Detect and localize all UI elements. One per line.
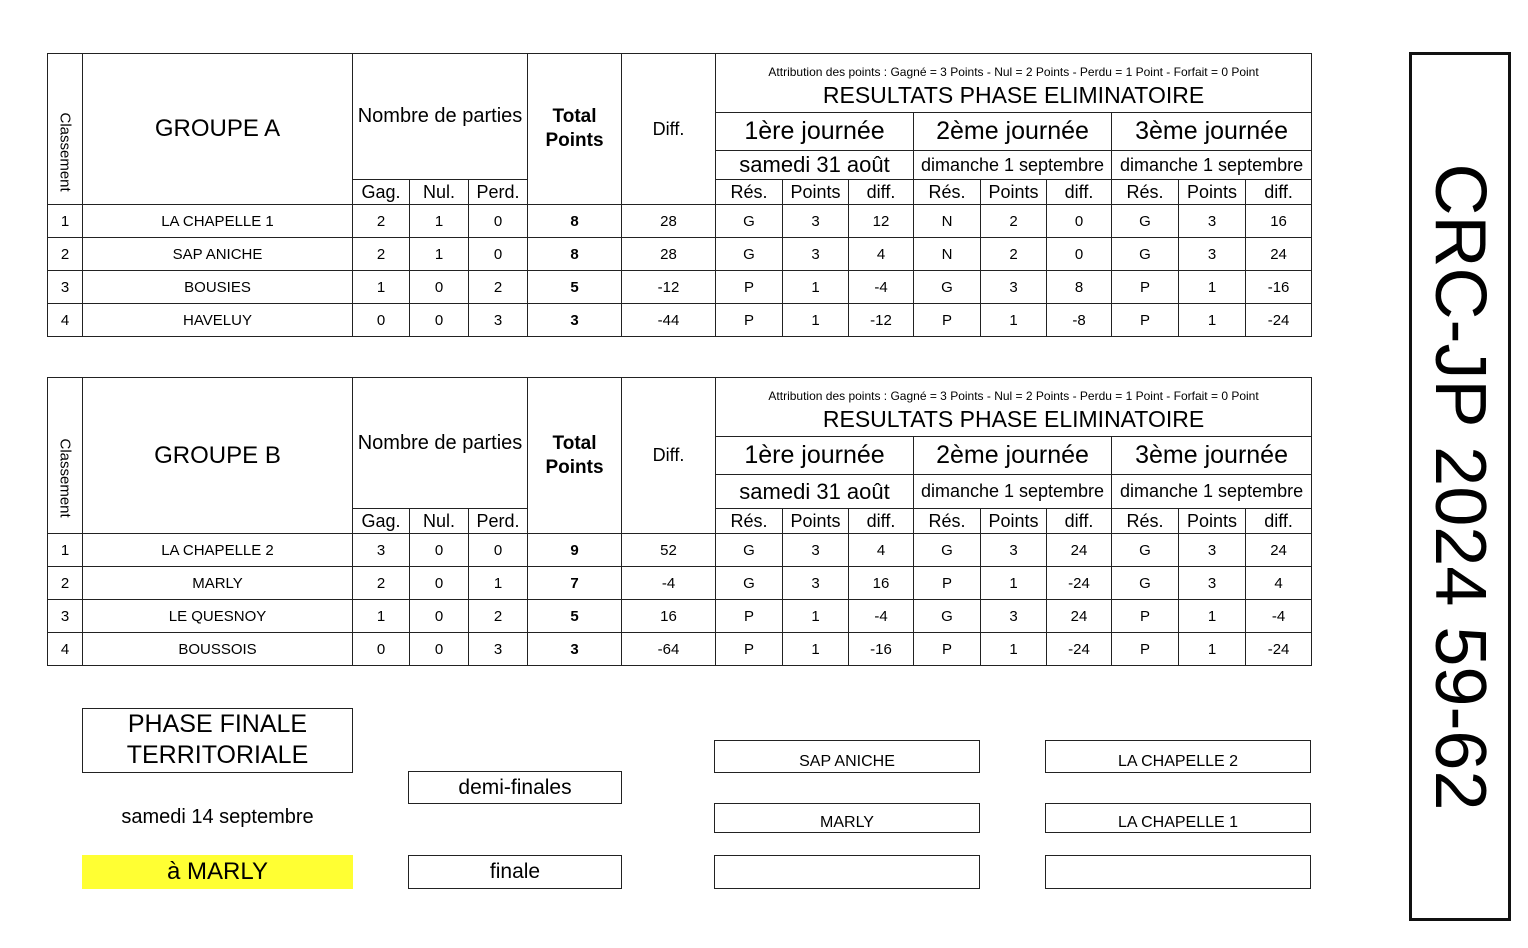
- journee-2-diff-cell: 24: [1047, 600, 1112, 633]
- side-title-box: [1409, 52, 1511, 921]
- nul-header: Nul.: [410, 509, 469, 534]
- journee-2-points-cell: 2: [981, 238, 1047, 271]
- diff-small-header: diff.: [1246, 509, 1312, 534]
- journee-1-diff-cell: -4: [849, 600, 914, 633]
- team-cell: LA CHAPELLE 2: [83, 534, 353, 567]
- journee-1-diff-cell: -16: [849, 633, 914, 666]
- diff-header: Diff.: [622, 54, 716, 205]
- gag-header: Gag.: [353, 180, 410, 205]
- journee-3-points-cell: 1: [1179, 271, 1246, 304]
- res-header: Rés.: [716, 509, 783, 534]
- journee-2-points-cell: 3: [981, 534, 1047, 567]
- nul-cell: 0: [410, 600, 469, 633]
- team-cell: SAP ANICHE: [83, 238, 353, 271]
- journee-1-points-cell: 1: [783, 600, 849, 633]
- nombre-parties-header: Nombre de parties: [353, 54, 528, 180]
- journee-2-result-cell: N: [914, 205, 981, 238]
- perd-header: Perd.: [469, 180, 528, 205]
- rank-cell: 3: [48, 600, 83, 633]
- diff-small-header: diff.: [849, 180, 914, 205]
- rank-cell: 3: [48, 271, 83, 304]
- journee-1-diff-cell: 16: [849, 567, 914, 600]
- journee-3-points-cell: 1: [1179, 633, 1246, 666]
- journee-1-header: 1ère journée: [716, 437, 914, 475]
- journee-1-points-cell: 3: [783, 238, 849, 271]
- side-title: CRC-JP 2024 59-62: [1420, 162, 1500, 811]
- total-points-header: Total Points: [528, 54, 622, 205]
- journee-1-diff-cell: 4: [849, 534, 914, 567]
- table-row: [48, 271, 1312, 304]
- journee-3-diff-cell: -24: [1246, 304, 1312, 337]
- res-header: Rés.: [716, 180, 783, 205]
- demi-finales-label: demi-finales: [408, 771, 622, 804]
- rank-cell: 1: [48, 534, 83, 567]
- diff-small-header: diff.: [1047, 509, 1112, 534]
- journee-3-diff-cell: -24: [1246, 633, 1312, 666]
- finale-label: finale: [408, 855, 622, 889]
- journee-3-points-cell: 3: [1179, 238, 1246, 271]
- team-cell: HAVELUY: [83, 304, 353, 337]
- group-title: GROUPE A: [83, 54, 353, 205]
- journee-2-result-cell: P: [914, 304, 981, 337]
- perd-cell: 1: [469, 567, 528, 600]
- journee-2-result-cell: G: [914, 600, 981, 633]
- res-header: Rés.: [1112, 509, 1179, 534]
- res-header: Rés.: [914, 180, 981, 205]
- journee-3-header: 3ème journée: [1112, 113, 1312, 151]
- journee-3-result-cell: G: [1112, 567, 1179, 600]
- gag-cell: 0: [353, 633, 410, 666]
- journee-1-header: 1ère journée: [716, 113, 914, 151]
- journee-2-diff-cell: -24: [1047, 633, 1112, 666]
- journee-2-diff-cell: -8: [1047, 304, 1112, 337]
- journee-1-points-cell: 1: [783, 271, 849, 304]
- journee-1-result-cell: G: [716, 567, 783, 600]
- journee-2-result-cell: P: [914, 567, 981, 600]
- journee-1-result-cell: G: [716, 238, 783, 271]
- nul-cell: 1: [410, 238, 469, 271]
- journee-2-result-cell: N: [914, 238, 981, 271]
- points-header: Points: [783, 180, 849, 205]
- diff-cell: 28: [622, 205, 716, 238]
- perd-cell: 0: [469, 238, 528, 271]
- journee-2-diff-cell: -24: [1047, 567, 1112, 600]
- journee-1-points-cell: 1: [783, 304, 849, 337]
- journee-3-points-cell: 3: [1179, 534, 1246, 567]
- diff-cell: 52: [622, 534, 716, 567]
- journee-2-diff-cell: 8: [1047, 271, 1112, 304]
- journee-2-points-cell: 1: [981, 304, 1047, 337]
- journee-3-diff-cell: 24: [1246, 534, 1312, 567]
- diff-cell: -44: [622, 304, 716, 337]
- rank-cell: 4: [48, 633, 83, 666]
- table-row: [48, 238, 1312, 271]
- total-points-header: Total Points: [528, 378, 622, 534]
- group-title: GROUPE B: [83, 378, 353, 534]
- finale-date: samedi 14 septembre: [121, 806, 314, 828]
- attribution-note: Attribution des points : Gagné = 3 Points - Nul = 2 Points - Perdu = 1 Point - Forfait = 0 Point: [716, 378, 1312, 403]
- journee-1-result-cell: G: [716, 205, 783, 238]
- journee-2-date: dimanche 1 septembre: [914, 151, 1112, 180]
- resultats-title: RESULTATS PHASE ELIMINATOIRE: [716, 79, 1312, 113]
- journee-2-header: 2ème journée: [914, 437, 1112, 475]
- journee-3-diff-cell: 4: [1246, 567, 1312, 600]
- journee-3-points-cell: 3: [1179, 567, 1246, 600]
- journee-3-points-cell: 1: [1179, 600, 1246, 633]
- gag-cell: 0: [353, 304, 410, 337]
- journee-1-result-cell: P: [716, 304, 783, 337]
- journee-1-diff-cell: -4: [849, 271, 914, 304]
- journee-3-diff-cell: -4: [1246, 600, 1312, 633]
- rank-cell: 1: [48, 205, 83, 238]
- journee-1-date: samedi 31 août: [716, 475, 914, 509]
- perd-cell: 0: [469, 205, 528, 238]
- nul-cell: 1: [410, 205, 469, 238]
- diff-cell: -4: [622, 567, 716, 600]
- journee-3-diff-cell: -16: [1246, 271, 1312, 304]
- journee-3-result-cell: P: [1112, 633, 1179, 666]
- journee-3-points-cell: 1: [1179, 304, 1246, 337]
- diff-cell: -12: [622, 271, 716, 304]
- total-points-cell: 7: [528, 567, 622, 600]
- resultats-title: RESULTATS PHASE ELIMINATOIRE: [716, 403, 1312, 437]
- diff-cell: 28: [622, 238, 716, 271]
- journee-1-result-cell: P: [716, 633, 783, 666]
- journee-1-points-cell: 1: [783, 633, 849, 666]
- semi1-team1: SAP ANICHE: [714, 740, 980, 773]
- journee-1-points-cell: 3: [783, 567, 849, 600]
- gag-cell: 1: [353, 600, 410, 633]
- table-row: [48, 534, 1312, 567]
- perd-cell: 3: [469, 304, 528, 337]
- perd-header: Perd.: [469, 509, 528, 534]
- nul-cell: 0: [410, 304, 469, 337]
- points-header: Points: [981, 509, 1047, 534]
- journee-1-points-cell: 3: [783, 534, 849, 567]
- nul-cell: 0: [410, 534, 469, 567]
- table-row: [48, 600, 1312, 633]
- total-points-cell: 9: [528, 534, 622, 567]
- nombre-parties-header: Nombre de parties: [353, 378, 528, 509]
- journee-1-diff-cell: -12: [849, 304, 914, 337]
- table-row: [48, 633, 1312, 666]
- points-header: Points: [981, 180, 1047, 205]
- journee-3-points-cell: 3: [1179, 205, 1246, 238]
- res-header: Rés.: [914, 509, 981, 534]
- journee-3-header: 3ème journée: [1112, 437, 1312, 475]
- points-header: Points: [1179, 180, 1246, 205]
- journee-2-points-cell: 2: [981, 205, 1047, 238]
- diff-small-header: diff.: [1246, 180, 1312, 205]
- diff-header: Diff.: [622, 378, 716, 534]
- journee-2-diff-cell: 0: [1047, 205, 1112, 238]
- journee-1-diff-cell: 4: [849, 238, 914, 271]
- group-a-table: [47, 53, 1312, 337]
- gag-cell: 2: [353, 238, 410, 271]
- journee-3-diff-cell: 24: [1246, 238, 1312, 271]
- journee-1-date: samedi 31 août: [716, 151, 914, 180]
- rank-cell: 2: [48, 238, 83, 271]
- journee-2-result-cell: P: [914, 633, 981, 666]
- gag-cell: 2: [353, 567, 410, 600]
- journee-1-result-cell: P: [716, 600, 783, 633]
- gag-cell: 2: [353, 205, 410, 238]
- journee-1-result-cell: P: [716, 271, 783, 304]
- perd-cell: 3: [469, 633, 528, 666]
- diff-cell: 16: [622, 600, 716, 633]
- points-header: Points: [783, 509, 849, 534]
- classement-header: Classement: [48, 54, 83, 205]
- points-header: Points: [1179, 509, 1246, 534]
- journee-2-points-cell: 3: [981, 600, 1047, 633]
- total-points-cell: 5: [528, 271, 622, 304]
- journee-2-date: dimanche 1 septembre: [914, 475, 1112, 509]
- diff-small-header: diff.: [1047, 180, 1112, 205]
- journee-3-result-cell: P: [1112, 600, 1179, 633]
- journee-3-result-cell: G: [1112, 205, 1179, 238]
- gag-header: Gag.: [353, 509, 410, 534]
- team-cell: LA CHAPELLE 1: [83, 205, 353, 238]
- team-cell: LE QUESNOY: [83, 600, 353, 633]
- journee-2-result-cell: G: [914, 534, 981, 567]
- phase-finale-title: PHASE FINALE TERRITORIALE: [82, 708, 353, 773]
- rank-cell: 4: [48, 304, 83, 337]
- table-row: [48, 567, 1312, 600]
- rank-cell: 2: [48, 567, 83, 600]
- team-cell: BOUSSOIS: [83, 633, 353, 666]
- diff-cell: -64: [622, 633, 716, 666]
- journee-3-date: dimanche 1 septembre: [1112, 475, 1312, 509]
- gag-cell: 1: [353, 271, 410, 304]
- perd-cell: 0: [469, 534, 528, 567]
- journee-3-result-cell: G: [1112, 238, 1179, 271]
- finale-location: à MARLY: [82, 855, 353, 889]
- journee-3-diff-cell: 16: [1246, 205, 1312, 238]
- journee-3-date: dimanche 1 septembre: [1112, 151, 1312, 180]
- semi2-team1: LA CHAPELLE 2: [1045, 740, 1311, 773]
- journee-1-points-cell: 3: [783, 205, 849, 238]
- journee-3-result-cell: P: [1112, 304, 1179, 337]
- journee-1-diff-cell: 12: [849, 205, 914, 238]
- journee-2-points-cell: 3: [981, 271, 1047, 304]
- semi2-team2: LA CHAPELLE 1: [1045, 803, 1311, 833]
- journee-3-result-cell: P: [1112, 271, 1179, 304]
- team-cell: MARLY: [83, 567, 353, 600]
- nul-cell: 0: [410, 271, 469, 304]
- total-points-cell: 3: [528, 304, 622, 337]
- nul-cell: 0: [410, 633, 469, 666]
- perd-cell: 2: [469, 271, 528, 304]
- semi1-team2: MARLY: [714, 803, 980, 833]
- total-points-cell: 5: [528, 600, 622, 633]
- final-team1: [714, 855, 980, 889]
- journee-2-header: 2ème journée: [914, 113, 1112, 151]
- total-points-cell: 8: [528, 205, 622, 238]
- nul-cell: 0: [410, 567, 469, 600]
- group-b-table: [47, 377, 1312, 666]
- attribution-note: Attribution des points : Gagné = 3 Points - Nul = 2 Points - Perdu = 1 Point - Forfait = 0 Point: [716, 54, 1312, 79]
- table-row: [48, 304, 1312, 337]
- final-team2: [1045, 855, 1311, 889]
- gag-cell: 3: [353, 534, 410, 567]
- journee-3-result-cell: G: [1112, 534, 1179, 567]
- journee-2-points-cell: 1: [981, 633, 1047, 666]
- journee-2-result-cell: G: [914, 271, 981, 304]
- res-header: Rés.: [1112, 180, 1179, 205]
- journee-2-points-cell: 1: [981, 567, 1047, 600]
- diff-small-header: diff.: [849, 509, 914, 534]
- journee-2-diff-cell: 0: [1047, 238, 1112, 271]
- total-points-cell: 8: [528, 238, 622, 271]
- perd-cell: 2: [469, 600, 528, 633]
- journee-2-diff-cell: 24: [1047, 534, 1112, 567]
- total-points-cell: 3: [528, 633, 622, 666]
- team-cell: BOUSIES: [83, 271, 353, 304]
- nul-header: Nul.: [410, 180, 469, 205]
- table-row: [48, 205, 1312, 238]
- classement-header: Classement: [48, 378, 83, 534]
- journee-1-result-cell: G: [716, 534, 783, 567]
